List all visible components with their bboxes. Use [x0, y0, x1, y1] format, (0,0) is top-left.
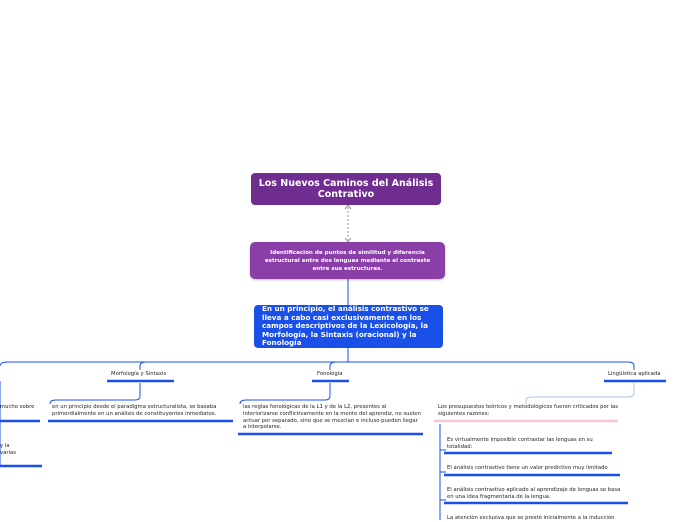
fonologia-leaf-connector — [240, 383, 330, 404]
branch-label-morfologia[interactable]: Morfología y Sintaxis — [111, 371, 167, 377]
identification-node[interactable] — [250, 242, 445, 279]
branch-connector-fonologia — [330, 362, 348, 370]
branch-connector-linguistica — [348, 362, 634, 370]
branch-connector-left — [0, 362, 348, 366]
linguistica-reason-2[interactable]: El análisis contrastivo tiene un valor predictivo muy limitado — [447, 465, 608, 471]
identification-text: Identificación de puntos de similitud y diferencia estructural entre dos lenguas mediante el contraste entre sus estructuras. — [264, 249, 431, 272]
fonologia-leaf[interactable]: las reglas fonológicas de la L1 y de la L2, presentes al interiorizarse conflictivamente en la mente del aprendiz, no suelen actuar por separado, sino que se mezclan e incluso pueden llegar a interpolarse. — [243, 404, 421, 431]
linguistica-reason-4[interactable]: La atención exclusiva que se prestó inicialmente a la inducción — [447, 515, 615, 521]
branch-label-fonologia[interactable]: Fonología — [317, 371, 343, 377]
root-topic-title: Los Nuevos Caminos del Análisis Contrativo — [258, 178, 434, 200]
left-partial-leaf-1[interactable]: mucho sobre — [0, 404, 35, 410]
left-partial-leaf-2[interactable] — [0, 443, 40, 457]
left-partial-leaf-2-line-a: y la — [0, 443, 10, 449]
branch-connector-morfologia — [140, 362, 146, 370]
linguistica-reason-1[interactable]: Es virtualmente imposible contrastar las lenguas en su totalidad: — [447, 437, 593, 450]
branch-label-linguistica[interactable]: Lingüística aplicada — [608, 371, 661, 377]
linguistica-reason-3[interactable]: El análisis contrastivo aplicado al aprendizaje de lenguas se basa en una idea fragmentaria de la lengua. — [447, 487, 621, 500]
root-topic-node[interactable] — [251, 173, 441, 205]
linguistica-leaf-connector — [526, 383, 634, 404]
linguistica-intro[interactable]: Los presupuestos teóricos y metodológicos fueron criticados por las siguientes razones: — [438, 404, 619, 417]
morfologia-leaf[interactable]: en un principio desde el paradigma estructuralista, se basaba primordialmente en un análisis de constituyentes inmediatos. — [52, 404, 217, 417]
morfologia-leaf-connector — [50, 383, 140, 404]
principle-node[interactable] — [254, 305, 443, 348]
principle-text: En un principio, el análisis contrastivo se lleva a cabo casi exclusivamente en los campos descriptivos de la Lexicología, la Morfología, la Sintaxis (oracional) y la Fonología — [262, 304, 429, 348]
left-partial-leaf-2-line-b: varias — [0, 449, 17, 456]
